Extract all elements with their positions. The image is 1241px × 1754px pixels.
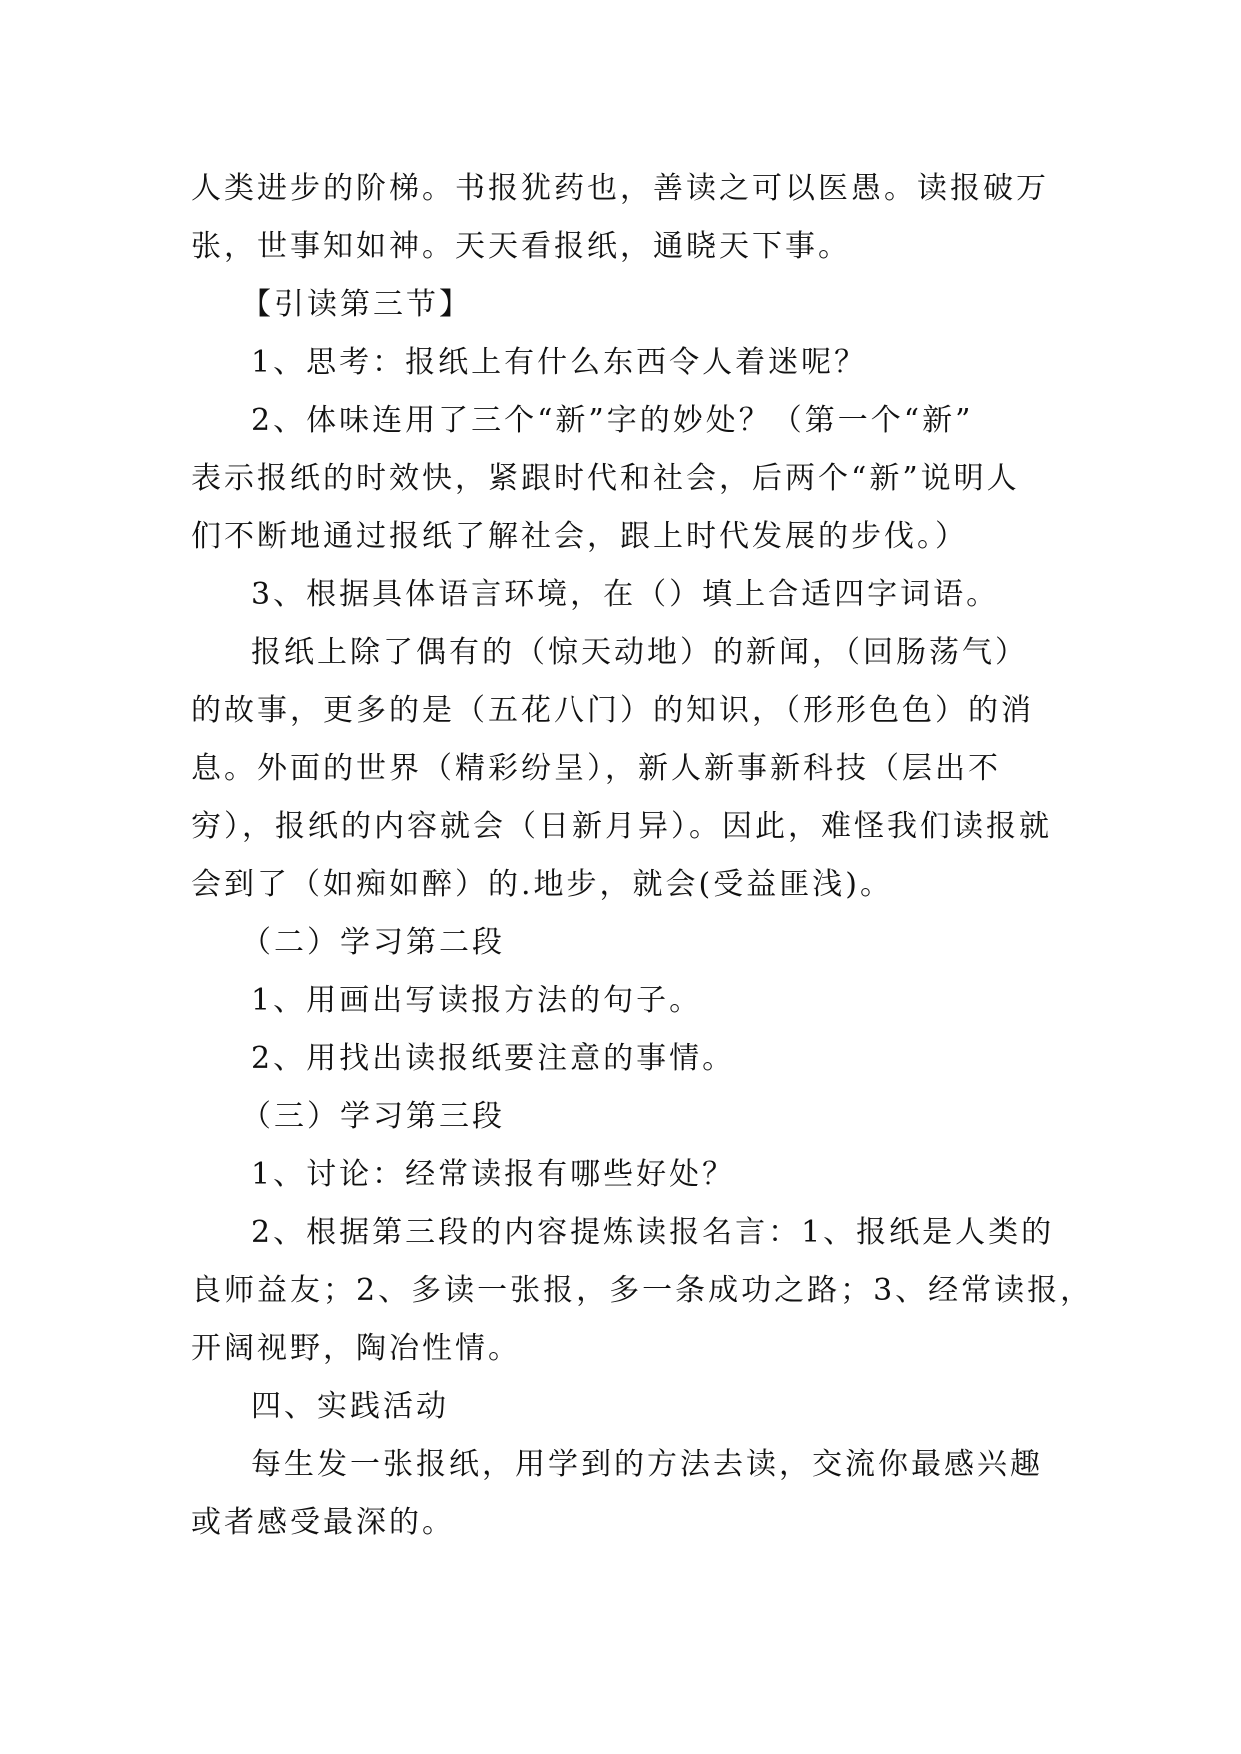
section-heading: 【引读第三节】 <box>241 287 472 322</box>
text-line: 表示报纸的时效快，紧跟时代和社会，后两个“新”说明人 <box>191 461 1020 496</box>
section-heading: （二）学习第二段 <box>241 925 505 960</box>
text-line: 的故事，更多的是（五花八门）的知识，（形形色色）的消 <box>191 693 1034 728</box>
text-line: 2、体味连用了三个“新”字的妙处？（第一个“新” <box>251 403 974 438</box>
text-line: 穷），报纸的内容就会（日新月异）。因此，难怪我们读报就 <box>191 809 1052 844</box>
text-line: 2、根据第三段的内容提炼读报名言：1、报纸是人类的 <box>251 1215 1055 1250</box>
text-line: 们不断地通过报纸了解社会，跟上时代发展的步伐。） <box>191 519 968 554</box>
document-body <box>191 160 1094 1552</box>
text-line: 1、讨论：经常读报有哪些好处？ <box>251 1157 736 1192</box>
text-line: 3、根据具体语言环境，在（）填上合适四字词语。 <box>251 577 1000 612</box>
text-line: 1、用画出写读报方法的句子。 <box>251 983 703 1018</box>
section-heading: （三）学习第三段 <box>241 1099 505 1134</box>
text-line: 报纸上除了偶有的（惊天动地）的新闻，（回肠荡气） <box>251 635 1028 670</box>
text-line: 良师益友；2、多读一张报，多一条成功之路；3、经常读报， <box>191 1273 1094 1308</box>
text-line: 张，世事知如神。天天看报纸，通晓天下事。 <box>191 229 851 264</box>
text-line: 2、用找出读报纸要注意的事情。 <box>251 1041 736 1076</box>
text-line: 会到了（如痴如醉）的.地步，就会(受益匪浅)。 <box>191 867 893 902</box>
text-line: 或者感受最深的。 <box>191 1505 455 1540</box>
text-line: 息。外面的世界（精彩纷呈），新人新事新科技（层出不 <box>191 751 1001 786</box>
text-line: 人类进步的阶梯。书报犹药也，善读之可以医愚。读报破万 <box>191 171 1049 206</box>
text-line: 1、思考：报纸上有什么东西令人着迷呢？ <box>251 345 868 380</box>
text-line: 开阔视野，陶冶性情。 <box>191 1331 521 1366</box>
text-line: 每生发一张报纸，用学到的方法去读，交流你最感兴趣 <box>251 1447 1043 1482</box>
section-heading: 四、实践活动 <box>251 1389 449 1424</box>
